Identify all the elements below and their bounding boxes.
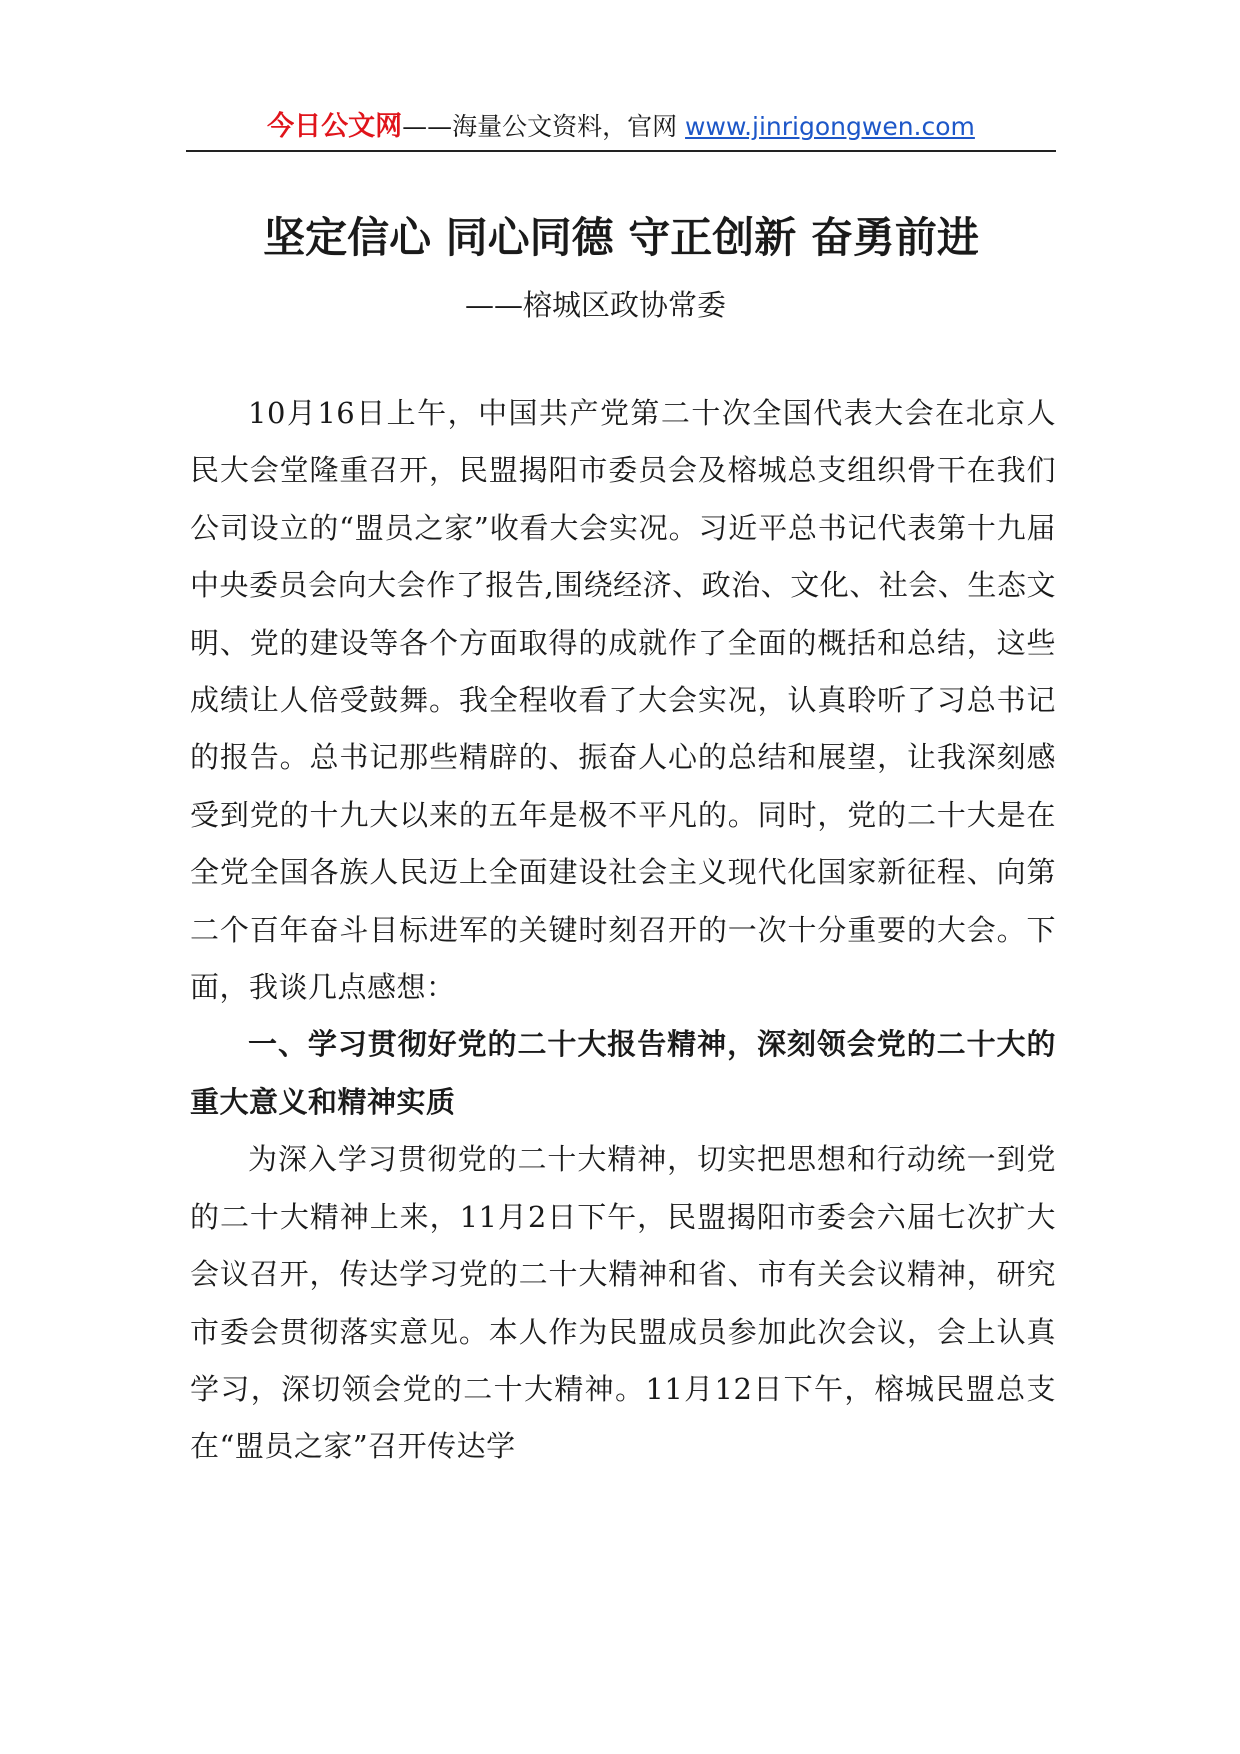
- document-title: 坚定信心 同心同德 守正创新 奋勇前进: [263, 213, 979, 262]
- site-brand: 今日公文网: [267, 111, 403, 142]
- section-heading-1: 一、学习贯彻好党的二十大报告精神，深刻领会党的二十大的重大意义和精神实质: [190, 1027, 1056, 1119]
- document-subtitle: ——榕城区政协常委: [464, 288, 726, 322]
- document-body: [190, 385, 1056, 1476]
- site-url-link[interactable]: www.jinrigongwen.com: [685, 112, 975, 141]
- body-paragraph-intro: 10月16日上午，中国共产党第二十次全国代表大会在北京人民大会堂隆重召开，民盟揭阳市委员会及榕城总支组织骨干在我们公司设立的“盟员之家”收看大会实况。习近平总书记代表第十九届中央委员会向大会作了报告,围绕经济、政治、文化、社会、生态文明、党的建设等各个方面取得的成就作了全面的概括和总结，这些成绩让人倍受鼓舞。我全程收看了大会实况，认真聆听了习总书记的报告。总书记那些精辟的、振奋人心的总结和展望，让我深刻感受到党的十九大以来的五年是极不平凡的。同时，党的二十大是在全党全国各族人民迈上全面建设社会主义现代化国家新征程、向第二个百年奋斗目标进军的关键时刻召开的一次十分重要的大会。下面，我谈几点感想：: [190, 396, 1056, 1005]
- body-paragraph-section1: 为深入学习贯彻党的二十大精神，切实把思想和行动统一到党的二十大精神上来，11月2日下午，民盟揭阳市委会六届七次扩大会议召开，传达学习党的二十大精神和省、市有关会议精神，研究市委会贯彻落实意见。本人作为民盟成员参加此次会议，会上认真学习，深切领会党的二十大精神。11月12日下午，榕城民盟总支在“盟员之家”召开传达学: [190, 1142, 1056, 1464]
- site-header: [186, 104, 1056, 152]
- site-tagline: ——海量公文资料，官网: [402, 112, 686, 141]
